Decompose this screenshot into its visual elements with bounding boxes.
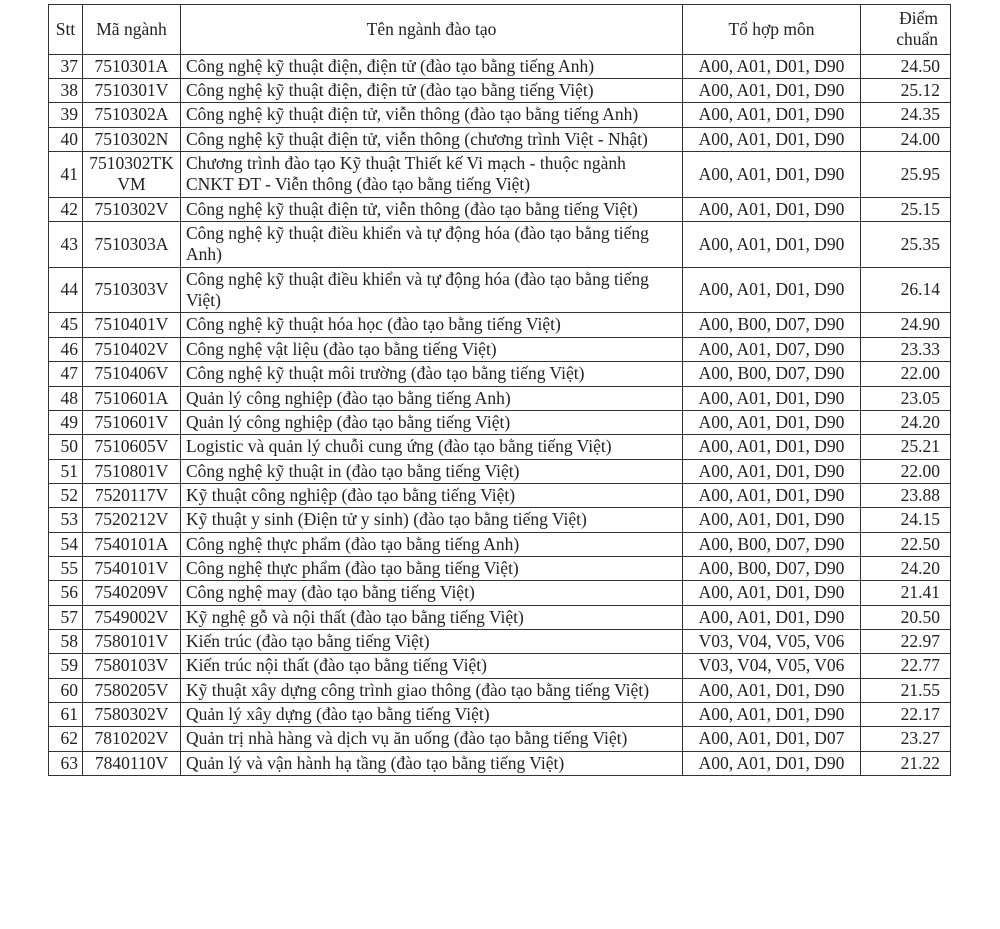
row-to-hop: A00, A01, D01, D90 xyxy=(683,127,861,151)
table-row xyxy=(49,483,951,507)
admission-score-table xyxy=(48,4,951,776)
row-to-hop: A00, A01, D01, D90 xyxy=(683,702,861,726)
row-ten-nganh: Kiến trúc (đào tạo bằng tiếng Việt) xyxy=(181,629,683,653)
table-row xyxy=(49,362,951,386)
row-to-hop: A00, A01, D01, D90 xyxy=(683,435,861,459)
row-ten-nganh: Công nghệ kỹ thuật điện tử, viễn thông (đào tạo bằng tiếng Anh) xyxy=(181,103,683,127)
row-diem-chuan: 20.50 xyxy=(861,605,951,629)
row-diem-chuan: 25.15 xyxy=(861,197,951,221)
table-row xyxy=(49,532,951,556)
row-stt: 51 xyxy=(49,459,83,483)
row-stt: 43 xyxy=(49,222,83,268)
document-page xyxy=(48,4,951,776)
row-diem-chuan: 24.90 xyxy=(861,313,951,337)
row-diem-chuan: 24.50 xyxy=(861,54,951,78)
row-to-hop: A00, A01, D01, D90 xyxy=(683,410,861,434)
table-row xyxy=(49,222,951,268)
row-to-hop: A00, A01, D01, D07 xyxy=(683,727,861,751)
row-ma-nganh: 7580101V xyxy=(83,629,181,653)
header-diem-chuan xyxy=(861,5,951,55)
row-to-hop: V03, V04, V05, V06 xyxy=(683,629,861,653)
table-row xyxy=(49,435,951,459)
table-row xyxy=(49,629,951,653)
row-to-hop: A00, A01, D01, D90 xyxy=(683,751,861,775)
row-stt: 41 xyxy=(49,152,83,198)
row-to-hop: A00, A01, D01, D90 xyxy=(683,581,861,605)
row-ten-nganh: Quản trị nhà hàng và dịch vụ ăn uống (đào tạo bằng tiếng Việt) xyxy=(181,727,683,751)
row-ten-nganh: Công nghệ thực phẩm (đào tạo bằng tiếng Việt) xyxy=(181,556,683,580)
row-ma-nganh: 7510406V xyxy=(83,362,181,386)
row-diem-chuan: 24.00 xyxy=(861,127,951,151)
row-ma-nganh: 7540209V xyxy=(83,581,181,605)
row-ma-nganh: 7549002V xyxy=(83,605,181,629)
table-row xyxy=(49,267,951,313)
table-row xyxy=(49,54,951,78)
row-to-hop: A00, A01, D01, D90 xyxy=(683,54,861,78)
row-stt: 38 xyxy=(49,79,83,103)
row-ma-nganh: 7510303A xyxy=(83,222,181,268)
row-to-hop: A00, A01, D01, D90 xyxy=(683,678,861,702)
row-ma-nganh: 7540101V xyxy=(83,556,181,580)
row-ten-nganh: Quản lý công nghiệp (đào tạo bằng tiếng Anh) xyxy=(181,386,683,410)
row-diem-chuan: 26.14 xyxy=(861,267,951,313)
row-to-hop: A00, A01, D01, D90 xyxy=(683,483,861,507)
table-row xyxy=(49,459,951,483)
row-diem-chuan: 25.21 xyxy=(861,435,951,459)
row-ten-nganh: Kỹ thuật công nghiệp (đào tạo bằng tiếng Việt) xyxy=(181,483,683,507)
row-ma-nganh: 7510303V xyxy=(83,267,181,313)
row-ma-nganh: 7510401V xyxy=(83,313,181,337)
row-stt: 49 xyxy=(49,410,83,434)
row-diem-chuan: 21.55 xyxy=(861,678,951,702)
row-diem-chuan: 25.35 xyxy=(861,222,951,268)
row-to-hop: A00, B00, D07, D90 xyxy=(683,532,861,556)
row-diem-chuan: 23.88 xyxy=(861,483,951,507)
row-ten-nganh: Công nghệ kỹ thuật điện, điện tử (đào tạo bằng tiếng Việt) xyxy=(181,79,683,103)
row-ten-nganh: Công nghệ kỹ thuật hóa học (đào tạo bằng tiếng Việt) xyxy=(181,313,683,337)
row-ma-nganh: 7840110V xyxy=(83,751,181,775)
header-stt: Stt xyxy=(49,5,83,55)
table-row xyxy=(49,678,951,702)
row-to-hop: A00, A01, D01, D90 xyxy=(683,459,861,483)
table-row xyxy=(49,103,951,127)
header-diem-line2: chuẩn xyxy=(896,29,938,50)
table-row xyxy=(49,508,951,532)
row-to-hop: A00, A01, D01, D90 xyxy=(683,386,861,410)
row-stt: 56 xyxy=(49,581,83,605)
row-to-hop: A00, A01, D01, D90 xyxy=(683,222,861,268)
row-diem-chuan: 22.00 xyxy=(861,362,951,386)
row-stt: 53 xyxy=(49,508,83,532)
row-ma-nganh: 7510301V xyxy=(83,79,181,103)
header-diem-line1: Điểm xyxy=(899,8,938,28)
row-ten-nganh: Quản lý xây dựng (đào tạo bằng tiếng Việt) xyxy=(181,702,683,726)
row-stt: 57 xyxy=(49,605,83,629)
row-stt: 37 xyxy=(49,54,83,78)
table-row xyxy=(49,127,951,151)
table-row xyxy=(49,313,951,337)
row-stt: 48 xyxy=(49,386,83,410)
table-row xyxy=(49,751,951,775)
row-ten-nganh: Công nghệ kỹ thuật môi trường (đào tạo bằng tiếng Việt) xyxy=(181,362,683,386)
row-diem-chuan: 22.00 xyxy=(861,459,951,483)
row-ma-nganh: 7510301A xyxy=(83,54,181,78)
table-row xyxy=(49,605,951,629)
row-stt: 42 xyxy=(49,197,83,221)
row-to-hop: A00, A01, D01, D90 xyxy=(683,508,861,532)
row-ten-nganh: Logistic và quản lý chuỗi cung ứng (đào tạo bằng tiếng Việt) xyxy=(181,435,683,459)
row-ten-nganh: Công nghệ kỹ thuật điện tử, viễn thông (chương trình Việt - Nhật) xyxy=(181,127,683,151)
row-stt: 55 xyxy=(49,556,83,580)
row-stt: 47 xyxy=(49,362,83,386)
row-ma-nganh: 7580103V xyxy=(83,654,181,678)
row-diem-chuan: 21.22 xyxy=(861,751,951,775)
row-ma-nganh: 7520212V xyxy=(83,508,181,532)
row-ma-nganh: 7510605V xyxy=(83,435,181,459)
row-ma-nganh: 7540101A xyxy=(83,532,181,556)
row-stt: 50 xyxy=(49,435,83,459)
row-to-hop: A00, A01, D01, D90 xyxy=(683,197,861,221)
row-diem-chuan: 24.20 xyxy=(861,556,951,580)
row-ten-nganh: Công nghệ kỹ thuật in (đào tạo bằng tiếng Việt) xyxy=(181,459,683,483)
row-diem-chuan: 22.77 xyxy=(861,654,951,678)
row-diem-chuan: 23.05 xyxy=(861,386,951,410)
row-ten-nganh: Công nghệ kỹ thuật điều khiển và tự động hóa (đào tạo bằng tiếng Anh) xyxy=(181,222,683,268)
row-ten-nganh: Kỹ nghệ gỗ và nội thất (đào tạo bằng tiếng Việt) xyxy=(181,605,683,629)
row-ma-nganh: 7810202V xyxy=(83,727,181,751)
row-stt: 58 xyxy=(49,629,83,653)
row-ma-nganh: 7510302TK VM xyxy=(83,152,181,198)
row-ma-nganh: 7580205V xyxy=(83,678,181,702)
table-row xyxy=(49,556,951,580)
row-ma-nganh: 7510402V xyxy=(83,337,181,361)
row-ten-nganh: Công nghệ thực phẩm (đào tạo bằng tiếng Anh) xyxy=(181,532,683,556)
row-ten-nganh: Công nghệ kỹ thuật điều khiển và tự động hóa (đào tạo bằng tiếng Việt) xyxy=(181,267,683,313)
row-stt: 46 xyxy=(49,337,83,361)
row-stt: 61 xyxy=(49,702,83,726)
table-row xyxy=(49,702,951,726)
table-row xyxy=(49,581,951,605)
table-row xyxy=(49,152,951,198)
table-row xyxy=(49,79,951,103)
row-to-hop: A00, A01, D01, D90 xyxy=(683,605,861,629)
row-stt: 59 xyxy=(49,654,83,678)
row-ten-nganh: Công nghệ kỹ thuật điện tử, viễn thông (đào tạo bằng tiếng Việt) xyxy=(181,197,683,221)
table-row xyxy=(49,386,951,410)
row-diem-chuan: 23.33 xyxy=(861,337,951,361)
table-header-row xyxy=(49,5,951,55)
table-row xyxy=(49,197,951,221)
row-to-hop: A00, A01, D01, D90 xyxy=(683,79,861,103)
header-ten-nganh: Tên ngành đào tạo xyxy=(181,5,683,55)
row-ma-nganh: 7510801V xyxy=(83,459,181,483)
row-diem-chuan: 23.27 xyxy=(861,727,951,751)
row-ten-nganh: Kỹ thuật xây dựng công trình giao thông (đào tạo bằng tiếng Việt) xyxy=(181,678,683,702)
row-diem-chuan: 22.97 xyxy=(861,629,951,653)
row-ma-nganh: 7580302V xyxy=(83,702,181,726)
row-diem-chuan: 25.95 xyxy=(861,152,951,198)
row-stt: 60 xyxy=(49,678,83,702)
row-ma-nganh: 7520117V xyxy=(83,483,181,507)
table-row xyxy=(49,410,951,434)
row-stt: 63 xyxy=(49,751,83,775)
row-ten-nganh: Công nghệ vật liệu (đào tạo bằng tiếng Việt) xyxy=(181,337,683,361)
row-to-hop: A00, A01, D01, D90 xyxy=(683,152,861,198)
row-to-hop: A00, B00, D07, D90 xyxy=(683,362,861,386)
header-to-hop: Tổ hợp môn xyxy=(683,5,861,55)
row-diem-chuan: 22.17 xyxy=(861,702,951,726)
table-row xyxy=(49,337,951,361)
row-to-hop: A00, A01, D01, D90 xyxy=(683,103,861,127)
row-diem-chuan: 25.12 xyxy=(861,79,951,103)
row-diem-chuan: 24.35 xyxy=(861,103,951,127)
row-to-hop: A00, A01, D01, D90 xyxy=(683,267,861,313)
row-stt: 39 xyxy=(49,103,83,127)
row-diem-chuan: 24.15 xyxy=(861,508,951,532)
row-ma-nganh: 7510601A xyxy=(83,386,181,410)
table-body xyxy=(49,54,951,775)
row-ten-nganh: Kỹ thuật y sinh (Điện tử y sinh) (đào tạo bằng tiếng Việt) xyxy=(181,508,683,532)
row-ten-nganh: Chương trình đào tạo Kỹ thuật Thiết kế Vi mạch - thuộc ngành CNKT ĐT - Viễn thông (đào tạo bằng tiếng Việt) xyxy=(181,152,683,198)
row-to-hop: V03, V04, V05, V06 xyxy=(683,654,861,678)
row-stt: 40 xyxy=(49,127,83,151)
table-row xyxy=(49,727,951,751)
row-ten-nganh: Quản lý và vận hành hạ tầng (đào tạo bằng tiếng Việt) xyxy=(181,751,683,775)
row-ma-nganh: 7510302V xyxy=(83,197,181,221)
row-diem-chuan: 24.20 xyxy=(861,410,951,434)
header-ma-nganh: Mã ngành xyxy=(83,5,181,55)
row-stt: 52 xyxy=(49,483,83,507)
row-ten-nganh: Quản lý công nghiệp (đào tạo bằng tiếng Việt) xyxy=(181,410,683,434)
row-stt: 54 xyxy=(49,532,83,556)
table-row xyxy=(49,654,951,678)
row-stt: 44 xyxy=(49,267,83,313)
row-ten-nganh: Công nghệ kỹ thuật điện, điện tử (đào tạo bằng tiếng Anh) xyxy=(181,54,683,78)
row-diem-chuan: 21.41 xyxy=(861,581,951,605)
row-stt: 62 xyxy=(49,727,83,751)
row-to-hop: A00, B00, D07, D90 xyxy=(683,556,861,580)
row-diem-chuan: 22.50 xyxy=(861,532,951,556)
row-ten-nganh: Kiến trúc nội thất (đào tạo bằng tiếng Việt) xyxy=(181,654,683,678)
row-ten-nganh: Công nghệ may (đào tạo bằng tiếng Việt) xyxy=(181,581,683,605)
row-to-hop: A00, B00, D07, D90 xyxy=(683,313,861,337)
row-to-hop: A00, A01, D07, D90 xyxy=(683,337,861,361)
row-ma-nganh: 7510302N xyxy=(83,127,181,151)
row-stt: 45 xyxy=(49,313,83,337)
row-ma-nganh: 7510302A xyxy=(83,103,181,127)
row-ma-nganh: 7510601V xyxy=(83,410,181,434)
